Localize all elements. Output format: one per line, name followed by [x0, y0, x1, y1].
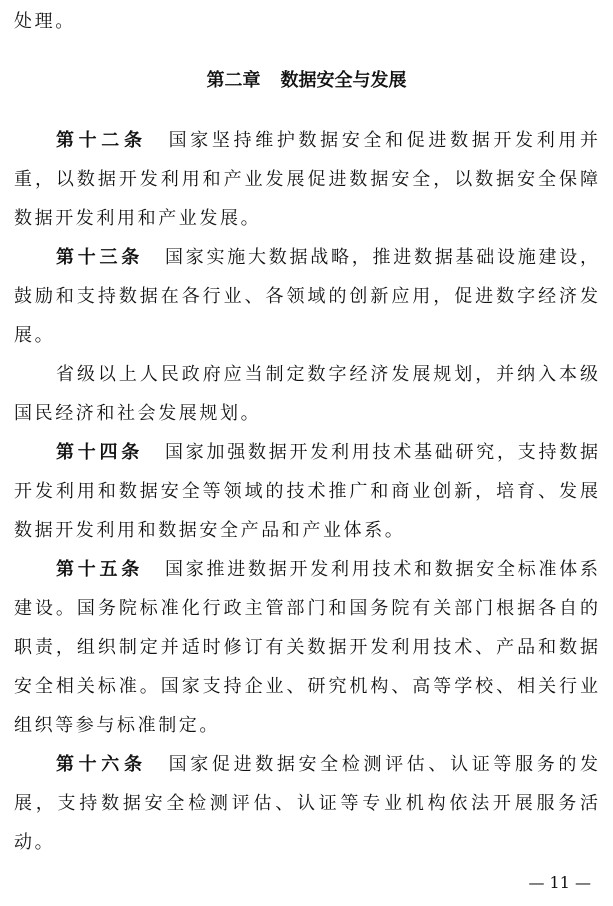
article-14-line-1 — [56, 440, 598, 466]
chapter-number: 第二章 — [206, 70, 261, 91]
article-14-heading: 第十四条 — [56, 442, 143, 463]
article-13-line-3: 展。 — [14, 325, 56, 346]
article-15-line-3: 职责，组织制定并适时修订有关数据开发利用技术、产品和数据 — [14, 637, 598, 658]
article-12-line-3: 数据开发利用和产业发展。 — [14, 208, 262, 229]
article-16-text-1: 国家促进数据安全检测评估、认证等服务的发 — [168, 754, 598, 775]
article-15-line-4: 安全相关标准。国家支持企业、研究机构、高等学校、相关行业 — [14, 676, 598, 697]
article-13-para-2-line-1: 省级以上人民政府应当制定数字经济发展规划，并纳入本级 — [56, 364, 598, 385]
article-16-line-2: 展，支持数据安全检测评估、认证等专业机构依法开展服务活 — [14, 793, 598, 814]
article-14-text-1: 国家加强数据开发利用技术基础研究，支持数据 — [165, 442, 598, 463]
article-13-para-2-line-2: 国民经济和社会发展规划。 — [14, 403, 262, 424]
article-16-heading: 第十六条 — [56, 754, 147, 775]
continuation-line: 处理。 — [14, 11, 76, 32]
chapter-title: 数据安全与发展 — [280, 70, 407, 91]
article-15-line-1 — [56, 557, 598, 583]
article-12-heading: 第十二条 — [56, 130, 147, 151]
chapter-heading — [0, 66, 613, 96]
article-13-line-2: 鼓励和支持数据在各行业、各领域的创新应用，促进数字经济发 — [14, 286, 598, 307]
article-12-text-1: 国家坚持维护数据安全和促进数据开发利用并 — [168, 130, 598, 151]
article-16-line-1 — [56, 752, 598, 778]
article-15-line-2: 建设。国务院标准化行政主管部门和国务院有关部门根据各自的 — [14, 598, 598, 619]
article-13-line-1 — [56, 245, 598, 271]
article-13-text-1: 国家实施大数据战略，推进数据基础设施建设， — [165, 247, 598, 268]
article-15-heading: 第十五条 — [56, 559, 143, 580]
article-15-line-5: 组织等参与标准制定。 — [14, 715, 220, 736]
article-15-text-1: 国家推进数据开发利用技术和数据安全标准体系 — [165, 559, 598, 580]
article-12-line-1 — [56, 128, 598, 154]
article-14-line-2: 开发利用和数据安全等领域的技术推广和商业创新，培育、发展 — [14, 481, 598, 502]
article-12-line-2: 重，以数据开发利用和产业发展促进数据安全，以数据安全保障 — [14, 169, 598, 190]
article-13-heading: 第十三条 — [56, 247, 143, 268]
article-16-line-3: 动。 — [14, 832, 56, 853]
article-14-line-3: 数据开发利用和数据安全产品和产业体系。 — [14, 520, 406, 541]
page-number: — 11 — — [528, 873, 591, 892]
